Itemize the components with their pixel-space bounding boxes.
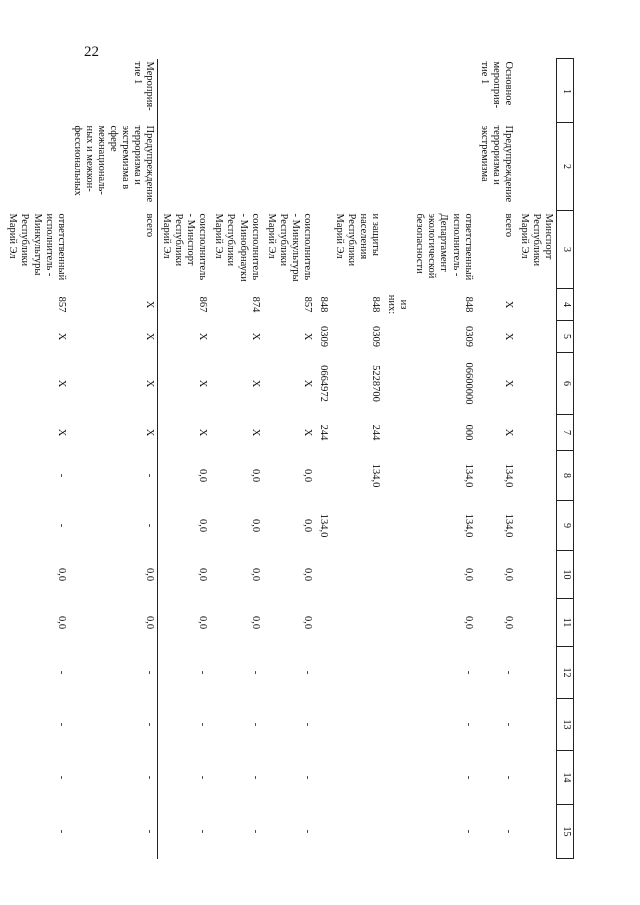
table-cell: Мероприя-тие 1 xyxy=(69,59,158,123)
table-cell xyxy=(315,123,331,211)
table-cell: всего xyxy=(502,213,514,238)
table-cell: ответственный исполнитель - Департамент экологической безопасности xyxy=(414,213,474,281)
table-cell: - xyxy=(249,722,261,727)
table-cell: X xyxy=(502,300,514,309)
table-row xyxy=(4,59,68,859)
table-cell: 5228700 xyxy=(370,365,382,402)
table-cell: 0,0 xyxy=(55,615,67,630)
table-cell: 0,0 xyxy=(197,615,209,630)
table-cell xyxy=(383,699,411,751)
table-cell: - xyxy=(55,829,67,834)
table-cell: X xyxy=(55,332,67,341)
table-cell: всего xyxy=(69,211,158,289)
table-cell: Минспорт Республики Марий Эл xyxy=(518,213,554,267)
table-cell: - xyxy=(462,829,474,834)
table-cell: 0,0 xyxy=(249,468,261,483)
table-cell: 0,0 xyxy=(301,518,313,533)
table-cell: 0,0 xyxy=(249,518,261,533)
table-cell: соисполнитель - Минспорт Республики Марий Эл xyxy=(161,213,209,281)
table-row xyxy=(331,59,383,859)
table-cell: 0,0 xyxy=(197,567,209,582)
table-cell: 0,0 xyxy=(69,599,158,647)
table-cell: - xyxy=(249,775,261,780)
table-cell: - xyxy=(301,670,313,675)
table-cell: 134,0 xyxy=(370,463,382,488)
table-cell: X xyxy=(502,379,514,388)
table-row xyxy=(158,59,211,859)
table-cell xyxy=(331,551,383,599)
table-cell: X xyxy=(502,428,514,437)
table-cell: - xyxy=(462,670,474,675)
table-cell xyxy=(383,321,411,353)
table-cell: 0,0 xyxy=(301,468,313,483)
table-cell: - xyxy=(462,722,474,727)
table-cell: Предупреждение терроризма и экстремизма xyxy=(478,125,514,203)
table-cell xyxy=(516,59,557,123)
table-cell xyxy=(383,751,411,805)
table-row xyxy=(315,59,331,859)
table-cell xyxy=(516,805,557,859)
table-cell xyxy=(315,451,331,501)
table-cell: - xyxy=(462,775,474,780)
table-cell: X xyxy=(55,428,67,437)
table-cell xyxy=(516,123,557,211)
table-cell: - xyxy=(55,473,67,478)
table-cell xyxy=(315,751,331,805)
column-number-2: 2 xyxy=(557,123,574,211)
table-cell: - xyxy=(502,775,514,780)
table-cell: 867 xyxy=(197,296,209,313)
table-cell: 134,0 xyxy=(462,513,474,538)
table-cell xyxy=(4,123,68,211)
table-cell: - xyxy=(502,829,514,834)
table-cell: 0,0 xyxy=(462,567,474,582)
table-cell xyxy=(516,415,557,451)
table-row xyxy=(516,59,557,859)
table-cell: 0,0 xyxy=(502,615,514,630)
table-cell xyxy=(158,59,211,123)
table-cell: Предупреждение терроризма и экстремизма в сфере межнациональ-ных и межкон-фессиональных xyxy=(69,123,158,211)
table-cell xyxy=(315,699,331,751)
table-cell: - xyxy=(197,829,209,834)
table-cell: 0,0 xyxy=(197,518,209,533)
table-cell: 874 xyxy=(249,296,261,313)
table-cell xyxy=(210,123,262,211)
table-cell xyxy=(516,321,557,353)
table-cell xyxy=(331,751,383,805)
table-cell: и защиты населения Республики Марий Эл xyxy=(334,213,382,267)
table-cell: - xyxy=(55,722,67,727)
column-number-4: 4 xyxy=(557,289,574,321)
table-row xyxy=(263,59,315,859)
table-cell xyxy=(516,599,557,647)
table-cell xyxy=(331,501,383,551)
table-cell xyxy=(315,59,331,123)
table-cell: X xyxy=(301,379,313,388)
column-number-11: 11 xyxy=(557,599,574,647)
table-cell xyxy=(516,751,557,805)
table-cell xyxy=(383,551,411,599)
table-cell: 134,0 xyxy=(502,513,514,538)
column-number-10: 10 xyxy=(557,551,574,599)
table-cell xyxy=(315,599,331,647)
column-number-9: 9 xyxy=(557,501,574,551)
table-cell: 134,0 xyxy=(462,463,474,488)
table-cell: - xyxy=(197,722,209,727)
column-number-row xyxy=(557,59,574,859)
table-cell xyxy=(383,501,411,551)
table-cell: 0,0 xyxy=(462,615,474,630)
table-cell: - xyxy=(502,670,514,675)
table-cell xyxy=(383,59,411,123)
column-number-5: 5 xyxy=(557,321,574,353)
table-cell: 000 xyxy=(462,424,474,441)
column-number-6: 6 xyxy=(557,353,574,415)
table-cell: - xyxy=(301,722,313,727)
table-cell: 0309 xyxy=(462,326,474,347)
table-cell: X xyxy=(69,353,158,415)
table-cell xyxy=(4,59,68,123)
table-cell: X xyxy=(301,428,313,437)
table-cell: 848 xyxy=(317,296,329,313)
table-cell: 857 xyxy=(301,296,313,313)
table-cell: - xyxy=(249,670,261,675)
table-cell: - xyxy=(301,829,313,834)
table-body xyxy=(4,59,556,859)
table-cell xyxy=(383,805,411,859)
table-cell: 0664972 xyxy=(317,365,329,402)
table-cell: X xyxy=(69,289,158,321)
table-cell: 0,0 xyxy=(249,615,261,630)
table-cell: - xyxy=(69,647,158,699)
column-number-12: 12 xyxy=(557,647,574,699)
table-cell: 0,0 xyxy=(249,567,261,582)
table-cell xyxy=(315,551,331,599)
table-cell: ответственный исполнитель - Минкультуры Республики Марий Эл xyxy=(7,213,67,281)
table-cell: из них: xyxy=(386,294,410,315)
table-cell: X xyxy=(55,379,67,388)
table-row xyxy=(476,59,516,859)
table-cell: - xyxy=(502,722,514,727)
table-cell xyxy=(516,501,557,551)
table-cell xyxy=(383,123,411,211)
table-cell: X xyxy=(301,332,313,341)
table-cell xyxy=(383,211,411,289)
table-cell: 848 xyxy=(370,296,382,313)
table-row xyxy=(383,59,411,859)
table-cell: 0309 xyxy=(370,326,382,347)
table-cell xyxy=(516,289,557,321)
page-number: 22 xyxy=(84,44,99,60)
table-cell xyxy=(331,699,383,751)
table-cell: - xyxy=(69,451,158,501)
table-cell xyxy=(331,599,383,647)
table-cell xyxy=(315,211,331,289)
table-cell xyxy=(331,647,383,699)
table-cell: 0,0 xyxy=(301,567,313,582)
table-cell xyxy=(383,599,411,647)
table-cell xyxy=(383,647,411,699)
table-cell: - xyxy=(69,751,158,805)
table-cell xyxy=(315,805,331,859)
table-cell xyxy=(411,123,475,211)
table-cell: - xyxy=(249,829,261,834)
table-cell xyxy=(158,123,211,211)
table-cell: X xyxy=(502,332,514,341)
table-cell: X xyxy=(197,428,209,437)
table-cell: 0,0 xyxy=(301,615,313,630)
table-cell xyxy=(263,59,315,123)
table-cell: - xyxy=(69,699,158,751)
table-cell: 0309 xyxy=(317,326,329,347)
table-cell: 134,0 xyxy=(502,463,514,488)
table-cell: 0,0 xyxy=(69,551,158,599)
table-row xyxy=(210,59,262,859)
table-cell: - xyxy=(55,775,67,780)
table-cell: 857 xyxy=(55,296,67,313)
table-cell: 134,0 xyxy=(317,513,329,538)
table-cell xyxy=(331,805,383,859)
table-cell: - xyxy=(69,805,158,859)
budget-table xyxy=(4,58,574,859)
column-number-7: 7 xyxy=(557,415,574,451)
table-cell xyxy=(516,353,557,415)
table-cell: 848 xyxy=(462,296,474,313)
table-cell: - xyxy=(197,670,209,675)
table-cell xyxy=(383,353,411,415)
column-number-15: 15 xyxy=(557,805,574,859)
table-cell xyxy=(315,647,331,699)
table-cell: X xyxy=(197,379,209,388)
table-cell xyxy=(516,647,557,699)
table-cell: - xyxy=(197,775,209,780)
table-cell: 06600000 xyxy=(462,362,474,405)
table-cell: X xyxy=(197,332,209,341)
column-number-8: 8 xyxy=(557,451,574,501)
table-cell xyxy=(516,551,557,599)
table-cell: 0,0 xyxy=(502,567,514,582)
table-cell xyxy=(383,415,411,451)
table-cell: 244 xyxy=(370,424,382,441)
column-number-1: 1 xyxy=(557,59,574,123)
table-cell: - xyxy=(69,501,158,551)
table-cell xyxy=(383,451,411,501)
table-cell: X xyxy=(69,415,158,451)
table-cell: - xyxy=(55,523,67,528)
table-cell: - xyxy=(301,775,313,780)
table-row xyxy=(69,59,158,859)
table-cell: 0,0 xyxy=(197,468,209,483)
table-cell xyxy=(516,699,557,751)
column-number-3: 3 xyxy=(557,211,574,289)
table-cell: X xyxy=(249,332,261,341)
table-cell xyxy=(263,123,315,211)
table-cell: Основное мероприя-тие 1 xyxy=(478,61,514,109)
rotated-sheet xyxy=(7,58,574,858)
table-cell: соисполнитель - Минобрнауки Республики Марий Эл xyxy=(213,213,261,282)
table-cell xyxy=(516,451,557,501)
table-cell: X xyxy=(249,379,261,388)
table-cell: 0,0 xyxy=(55,567,67,582)
column-number-14: 14 xyxy=(557,751,574,805)
column-number-13: 13 xyxy=(557,699,574,751)
table-cell xyxy=(210,59,262,123)
table-cell xyxy=(411,59,475,123)
table-cell: - xyxy=(55,670,67,675)
table-cell: соисполнитель - Минкультуры Республики Марий Эл xyxy=(265,213,313,282)
table-cell: 244 xyxy=(317,424,329,441)
table-row xyxy=(411,59,475,859)
table-cell xyxy=(331,123,383,211)
table-cell: X xyxy=(69,321,158,353)
table-cell: X xyxy=(249,428,261,437)
table-cell xyxy=(331,59,383,123)
